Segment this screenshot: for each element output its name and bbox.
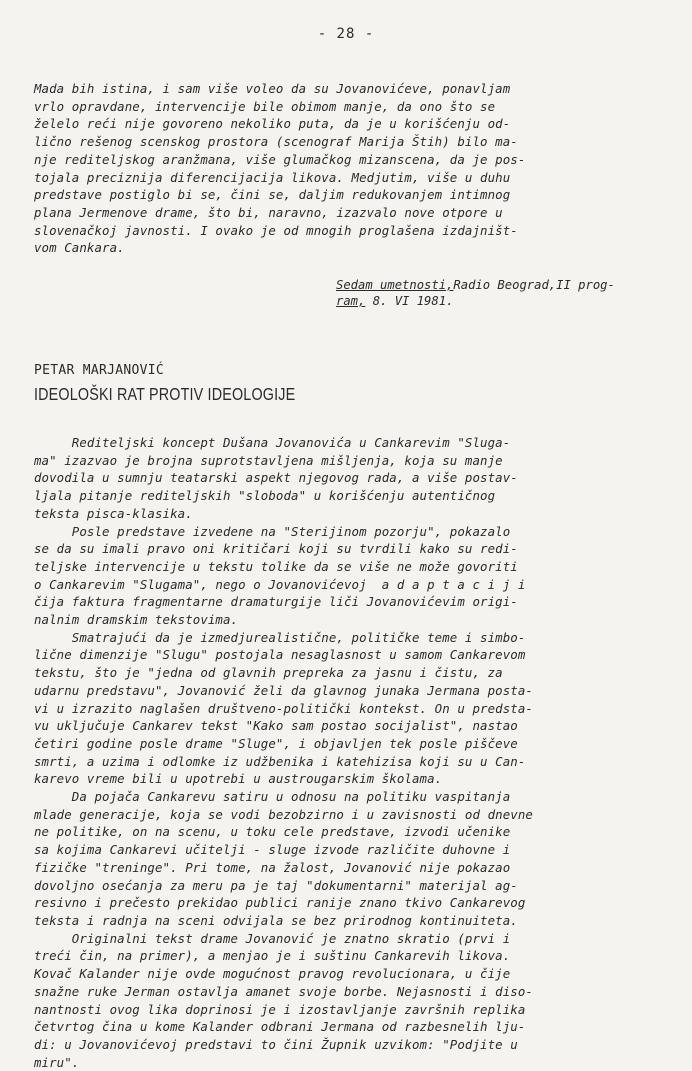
- article-body-line: snažne ruke Jerman ostavlja amanet svoje borbe. Nejasnosti i diso-: [34, 983, 533, 999]
- previous-article-text-line: predstave postiglo bi se, čini se, daljim redukovanjem intimnog: [34, 187, 511, 203]
- article-body-line: fizičke "treninge". Pri tome, na žalost, Jovanović nije pokazao: [34, 859, 511, 875]
- article-body-line: tekstu, što je "jedna od glavnih prepreka za jasnu i čistu, za: [34, 665, 503, 681]
- article-body-line: teksta i radnja na sceni odvijala se bez prirodnog kontinuiteta.: [34, 912, 518, 928]
- article-body-line: teljske intervencije u tekstu tolike da se više ne može govoriti: [34, 558, 518, 574]
- previous-article-text-line: tojala preciznija diferencijacija likova. Medjutim, više u duhu: [34, 169, 511, 185]
- article-body-line: karevo vreme bili u upotrebi u austrougarskim školama.: [34, 771, 443, 787]
- previous-article-text-line: slovenačkoj javnosti. I ovako je od mnogih proglašena izdajništ-: [34, 222, 518, 238]
- article-body-line: ne politike, on na scenu, u toku cele predstave, izvodi učenike: [34, 824, 511, 840]
- source-program: ram,: [336, 294, 366, 308]
- previous-article-text-line: Mada bih istina, i sam više voleo da su Jovanovićeve, ponavljam: [34, 81, 511, 96]
- article-body-line: udarnu predstavu", Jovanović želi da glavnog junaka Jermana posta-: [34, 682, 533, 698]
- previous-article-text-line: želelo reći nije govoreno nekoliko puta, da je u korišćenju od-: [34, 116, 511, 132]
- source-line-1: [336, 277, 656, 293]
- article-body-line: sa kojima Cankarevi učitelji - sluge izvode različite duhovne i: [34, 842, 511, 858]
- article-body-line: vu uključuje Cankarev tekst "Kako sam postao socijalist", nastao: [34, 718, 518, 734]
- source-citation: [336, 277, 656, 309]
- previous-article-text-line: plana Jermenove drame, što bi, naravno, izazvalo nove otpore u: [34, 204, 503, 220]
- article-body-line: miru".: [34, 1054, 80, 1070]
- article-body-line: čija faktura fragmentarne dramaturgije liči Jovanovićevim origi-: [34, 594, 518, 610]
- article-title: IDEOLOŠKI RAT PROTIV IDEOLOGIJE: [34, 384, 296, 404]
- article-body-line: se da su imali pravo oni kritičari koji su tvrdili kako su redi-: [34, 541, 518, 557]
- article-body-line: četiri godine posle drame "Sluge", i objavljen tek posle piščeve: [34, 735, 518, 751]
- article-body-line: Rediteljski koncept Dušana Jovanovića u Cankarevim "Sluga-: [34, 435, 511, 450]
- article-body-line: dovoljno osećanja za meru pa je taj "dokumentarni" materijal ag-: [34, 877, 518, 893]
- article-body: [34, 434, 646, 1071]
- article-body-line: o Cankarevim "Slugama", nego o Jovanovićevoj a d a p t a c i j i: [34, 576, 526, 592]
- article-body-line: smrti, a uzima i odlomke iz udžbenika i katehizisa koji su u Can-: [34, 753, 526, 769]
- previous-article-text-line: vom Cankara.: [34, 240, 125, 256]
- article-body-line: lične dimenzije "Slugu" postojala nesaglasnost u samom Cankarevom: [34, 647, 526, 663]
- article-body-line: vi u izrazito naglašen društveno-politički kontekst. On u predsta-: [34, 700, 533, 716]
- article-body-line: Smatrajući da je izmedjurealistične, političke teme i simbo-: [34, 629, 526, 645]
- article-body-line: Da pojača Cankarevu satiru u odnosu na politiku vaspitanja: [34, 789, 511, 805]
- previous-article-text-line: vrlo opravdane, intervencije bile obimom manje, da ono što se: [34, 98, 496, 114]
- source-station: Radio Beograd,II prog-: [453, 278, 615, 292]
- article-body-line: nalnim dramskim tekstovima.: [34, 612, 239, 628]
- article-body-line: ljala pitanje rediteljskih "sloboda" u korišćenju autentičnog: [34, 488, 496, 504]
- article-body-line: Posle predstave izvedene na "Sterijinom pozorju", pokazalo: [34, 523, 511, 539]
- article-body-line: Kovač Kalander nije ovde mogućnost pravog revolucionara, u čije: [34, 966, 511, 982]
- previous-article-text: [34, 80, 646, 257]
- page-number: - 28 -: [317, 26, 375, 42]
- previous-article-text-line: lično rešenog scenskog prostora (scenograf Marija Štih) bilo ma-: [34, 134, 518, 150]
- article-body-line: Originalni tekst drame Jovanović je znatno skratio (prvi i: [34, 930, 511, 946]
- article-body-line: teksta pisca-klasika.: [34, 505, 193, 521]
- source-line-2: [336, 293, 656, 309]
- article-author: PETAR MARJANOVIĆ: [34, 363, 165, 378]
- article-body-line: četvrtog čina u kome Kalander odbrani Jermana od razbesnelih lju-: [34, 1019, 526, 1035]
- article-body-line: dovodila u sumnju teatarski aspekt njegovog rada, a više postav-: [34, 470, 518, 486]
- article-body-line: nantnosti ovog lika doprinosi je i izostavljanje završnih replika: [34, 1001, 526, 1017]
- article-body-line: resivno i prečesto prekidao publici ranije znano tkivo Cankarevog: [34, 895, 526, 911]
- source-publication: Sedam umetnosti,: [336, 278, 454, 292]
- article-body-line: mlade generacije, koja se vodi bezobzirno i u zavisnosti od dnevne: [34, 806, 533, 822]
- article-body-line: ma" izazvao je brojna suprotstavljena mišljenja, koja su manje: [34, 452, 503, 468]
- previous-article-text-line: nje rediteljskog aranžmana, više glumačkog mizanscena, da je pos-: [34, 151, 526, 167]
- source-date: 8. VI 1981.: [365, 294, 454, 308]
- article-body-line: treći čin, na primer), a menjao je i suštinu Cankarevih likova.: [34, 948, 511, 964]
- article-body-line: di: u Jovanovićevoj predstavi to čini Župnik uzvikom: "Podjite u: [34, 1036, 518, 1052]
